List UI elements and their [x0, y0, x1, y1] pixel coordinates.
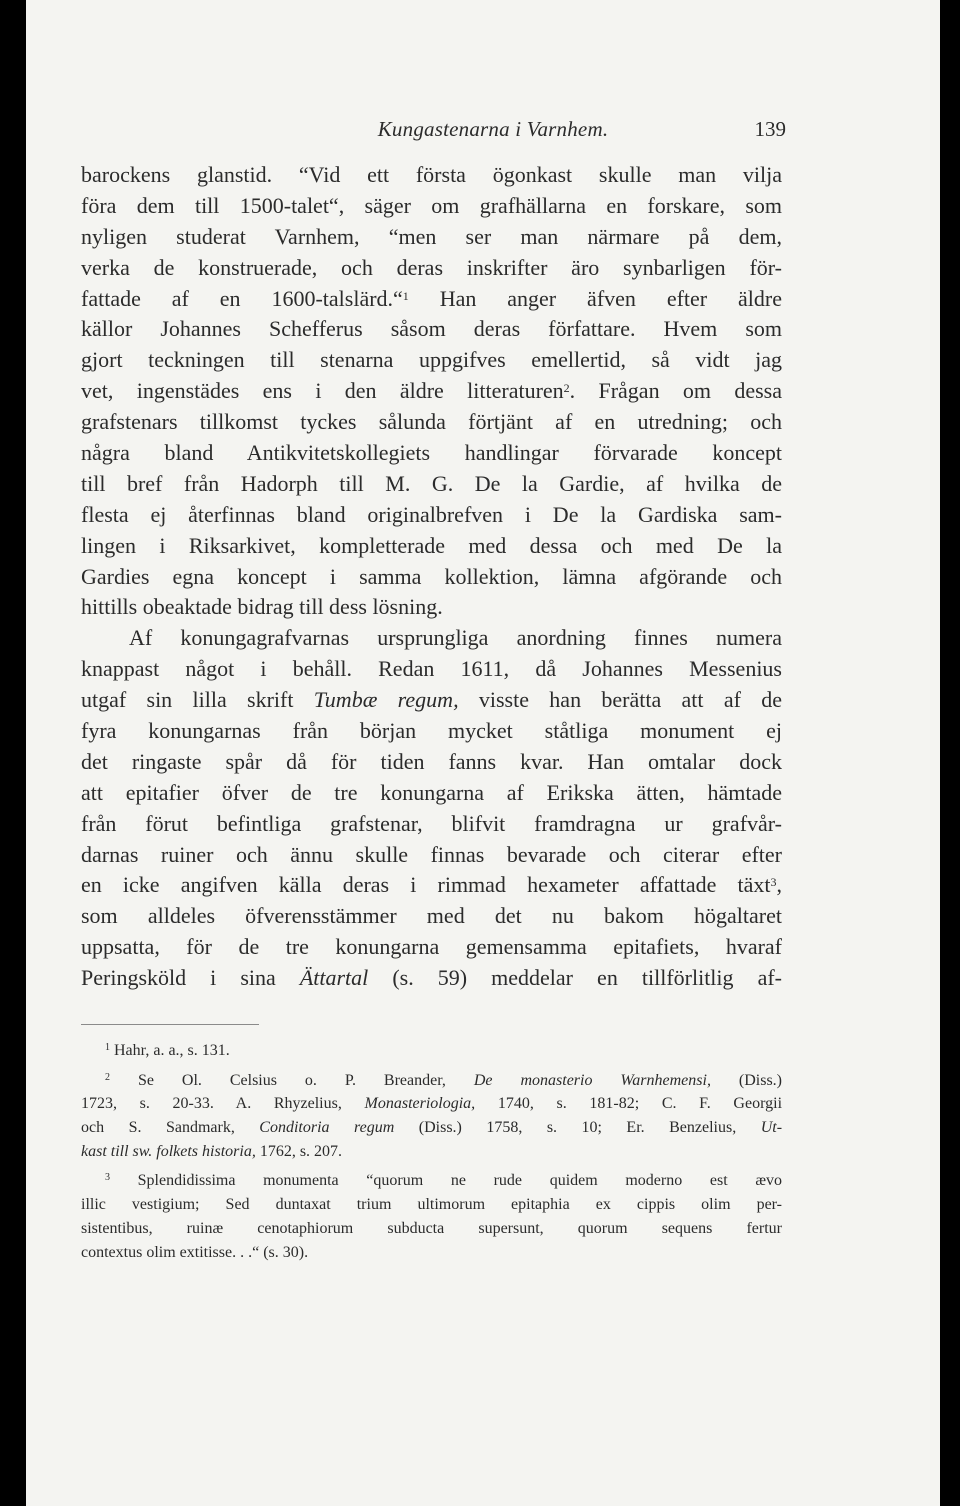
text-span: och S. Sandmark,	[81, 1119, 260, 1137]
text-line	[81, 870, 782, 901]
text-line: barockens glanstid. “Vid ett första ögonkast skulle man vilja	[81, 162, 782, 187]
text-span: 1723, s. 20-33. A. Rhyzelius,	[81, 1095, 365, 1113]
text-line: fyra konungarnas från början mycket ståtliga monument ej	[81, 718, 782, 744]
page-number: 139	[754, 117, 786, 141]
text-line	[81, 376, 782, 407]
footnote-line: sistentibus, ruinæ cenotaphiorum subducta supersunt, quorum sequens fertur	[81, 1219, 782, 1237]
text-span: vet, ingenstädes ens i den äldre litteraturen	[81, 378, 564, 404]
document-page	[26, 0, 940, 1506]
footnote-ref: 3	[770, 875, 777, 890]
text-line	[81, 284, 782, 315]
text-line: till bref från Hadorph till M. G. De la Gardie, af hvilka de	[81, 470, 782, 496]
text-line: grafstenars tillkomst tyckes sålunda förtjänt af en utredning; och	[81, 409, 782, 435]
italic-title: De monasterio Warnhemensi,	[473, 1071, 711, 1089]
text-line: från förut befintliga grafstenar, blifvit framdragna ur grafvår-	[81, 810, 782, 836]
text-line: några bland Antikvitetskollegiets handlingar förvarade koncept	[81, 440, 782, 466]
italic-title: Tumbæ regum,	[313, 687, 459, 713]
text-line: hittills obeaktade bidrag till dess lösning.	[81, 594, 443, 620]
text-span: fattade af en 1600-talslärd.“	[81, 285, 403, 311]
footnote-mark: 3	[105, 1172, 110, 1184]
text-line: verka de konstruerade, och deras inskrifter äro synbarligen för-	[81, 254, 782, 280]
text-span: ,	[776, 872, 782, 898]
text-line: nyligen studerat Varnhem, “men ser man närmare på dem,	[81, 223, 782, 249]
text-span: Han anger äfven efter äldre	[408, 285, 783, 311]
footnote-line	[81, 1116, 782, 1140]
text-line: darnas ruiner och ännu skulle finnas bevarade och citerar efter	[81, 841, 782, 867]
text-span: (s. 59) meddelar en tillförlitlig af-	[368, 965, 782, 991]
text-span: 1740, s. 181-82; C. F. Georgii	[475, 1095, 783, 1113]
footnote-ref: 2	[563, 381, 570, 396]
body-text	[81, 160, 782, 994]
page-header	[26, 117, 940, 147]
text-span: en icke angifven källa deras i rimmad hexameter affattade täxt	[81, 872, 771, 898]
footnote-line: contextus olim extitisse. . .“ (s. 30).	[81, 1243, 309, 1261]
italic-title: Conditoria regum	[259, 1119, 395, 1137]
text-line: som alldeles öfverensstämmer med det nu bakom högaltaret	[81, 903, 782, 929]
footnote-mark: 2	[105, 1071, 110, 1083]
text-span: (Diss.)	[710, 1071, 783, 1089]
text-span: Peringsköld i sina	[81, 965, 300, 991]
text-line: uppsatta, för de tre konungarna gemensamma epitafiets, hvaraf	[81, 934, 782, 960]
text-span: Hahr, a. a., s. 131.	[110, 1042, 230, 1059]
text-line: flesta ej återfinnas bland originalbrefven i De la Gardiska sam-	[81, 501, 782, 527]
text-line: det ringaste spår då för tiden fanns kvar. Han omtalar dock	[81, 748, 782, 774]
footnotes	[81, 1039, 782, 1264]
footnote-line	[81, 1092, 782, 1116]
text-line: Gardies egna koncept i samma kollektion, lämna afgörande och	[81, 563, 782, 589]
text-line: lingen i Riksarkivet, kompletterade med dessa och med De la	[81, 532, 782, 558]
italic-title: Ättartal	[299, 965, 369, 991]
footnote-line	[81, 1140, 782, 1164]
footnote-ref: 1	[402, 288, 409, 303]
text-span: (Diss.) 1758, s. 10; Er. Benzelius,	[394, 1119, 761, 1137]
text-line: gjort teckningen till stenarna uppgifves emellertid, så vidt jag	[81, 347, 782, 373]
text-span: . Frågan om dessa	[569, 378, 782, 404]
footnote-line: illic vestigium; Sed duntaxat trium ultimorum epitaphia ex cippis olim per-	[81, 1196, 782, 1214]
footnote-mark: 1	[105, 1042, 110, 1053]
footnote-line	[81, 1069, 782, 1093]
text-line	[81, 963, 782, 994]
text-line: Af konungagrafvarnas ursprungliga anordning finnes numera	[129, 625, 782, 651]
footnote-rule	[81, 1024, 259, 1025]
text-line: källor Johannes Schefferus såsom deras författare. Hvem som	[81, 316, 782, 342]
footnote-line	[81, 1169, 782, 1193]
text-span: 1762, s. 207.	[255, 1142, 343, 1160]
italic-title: Ut-	[760, 1119, 783, 1137]
italic-title: kast till sw. folkets historia,	[81, 1142, 256, 1160]
italic-title: Monasteriologia,	[364, 1095, 476, 1113]
text-span: utgaf sin lilla skrift	[81, 687, 314, 713]
footnote-line	[81, 1039, 782, 1063]
text-span: Se Ol. Celsius o. P. Breander,	[110, 1071, 474, 1089]
text-line: att epitafier öfver de tre konungarna af Erikska ätten, hämtade	[81, 779, 782, 805]
text-span: Splendidissima monumenta “quorum ne rude quidem moderno est ævo	[110, 1172, 782, 1190]
text-line: föra dem till 1500-talet“, säger om grafhällarna en forskare, som	[81, 192, 782, 218]
text-line: knappast något i behåll. Redan 1611, då Johannes Messenius	[81, 656, 782, 682]
text-span: visste han berätta att af de	[458, 687, 783, 713]
running-head: Kungastenarna i Varnhem.	[377, 117, 609, 141]
text-line	[81, 685, 782, 716]
